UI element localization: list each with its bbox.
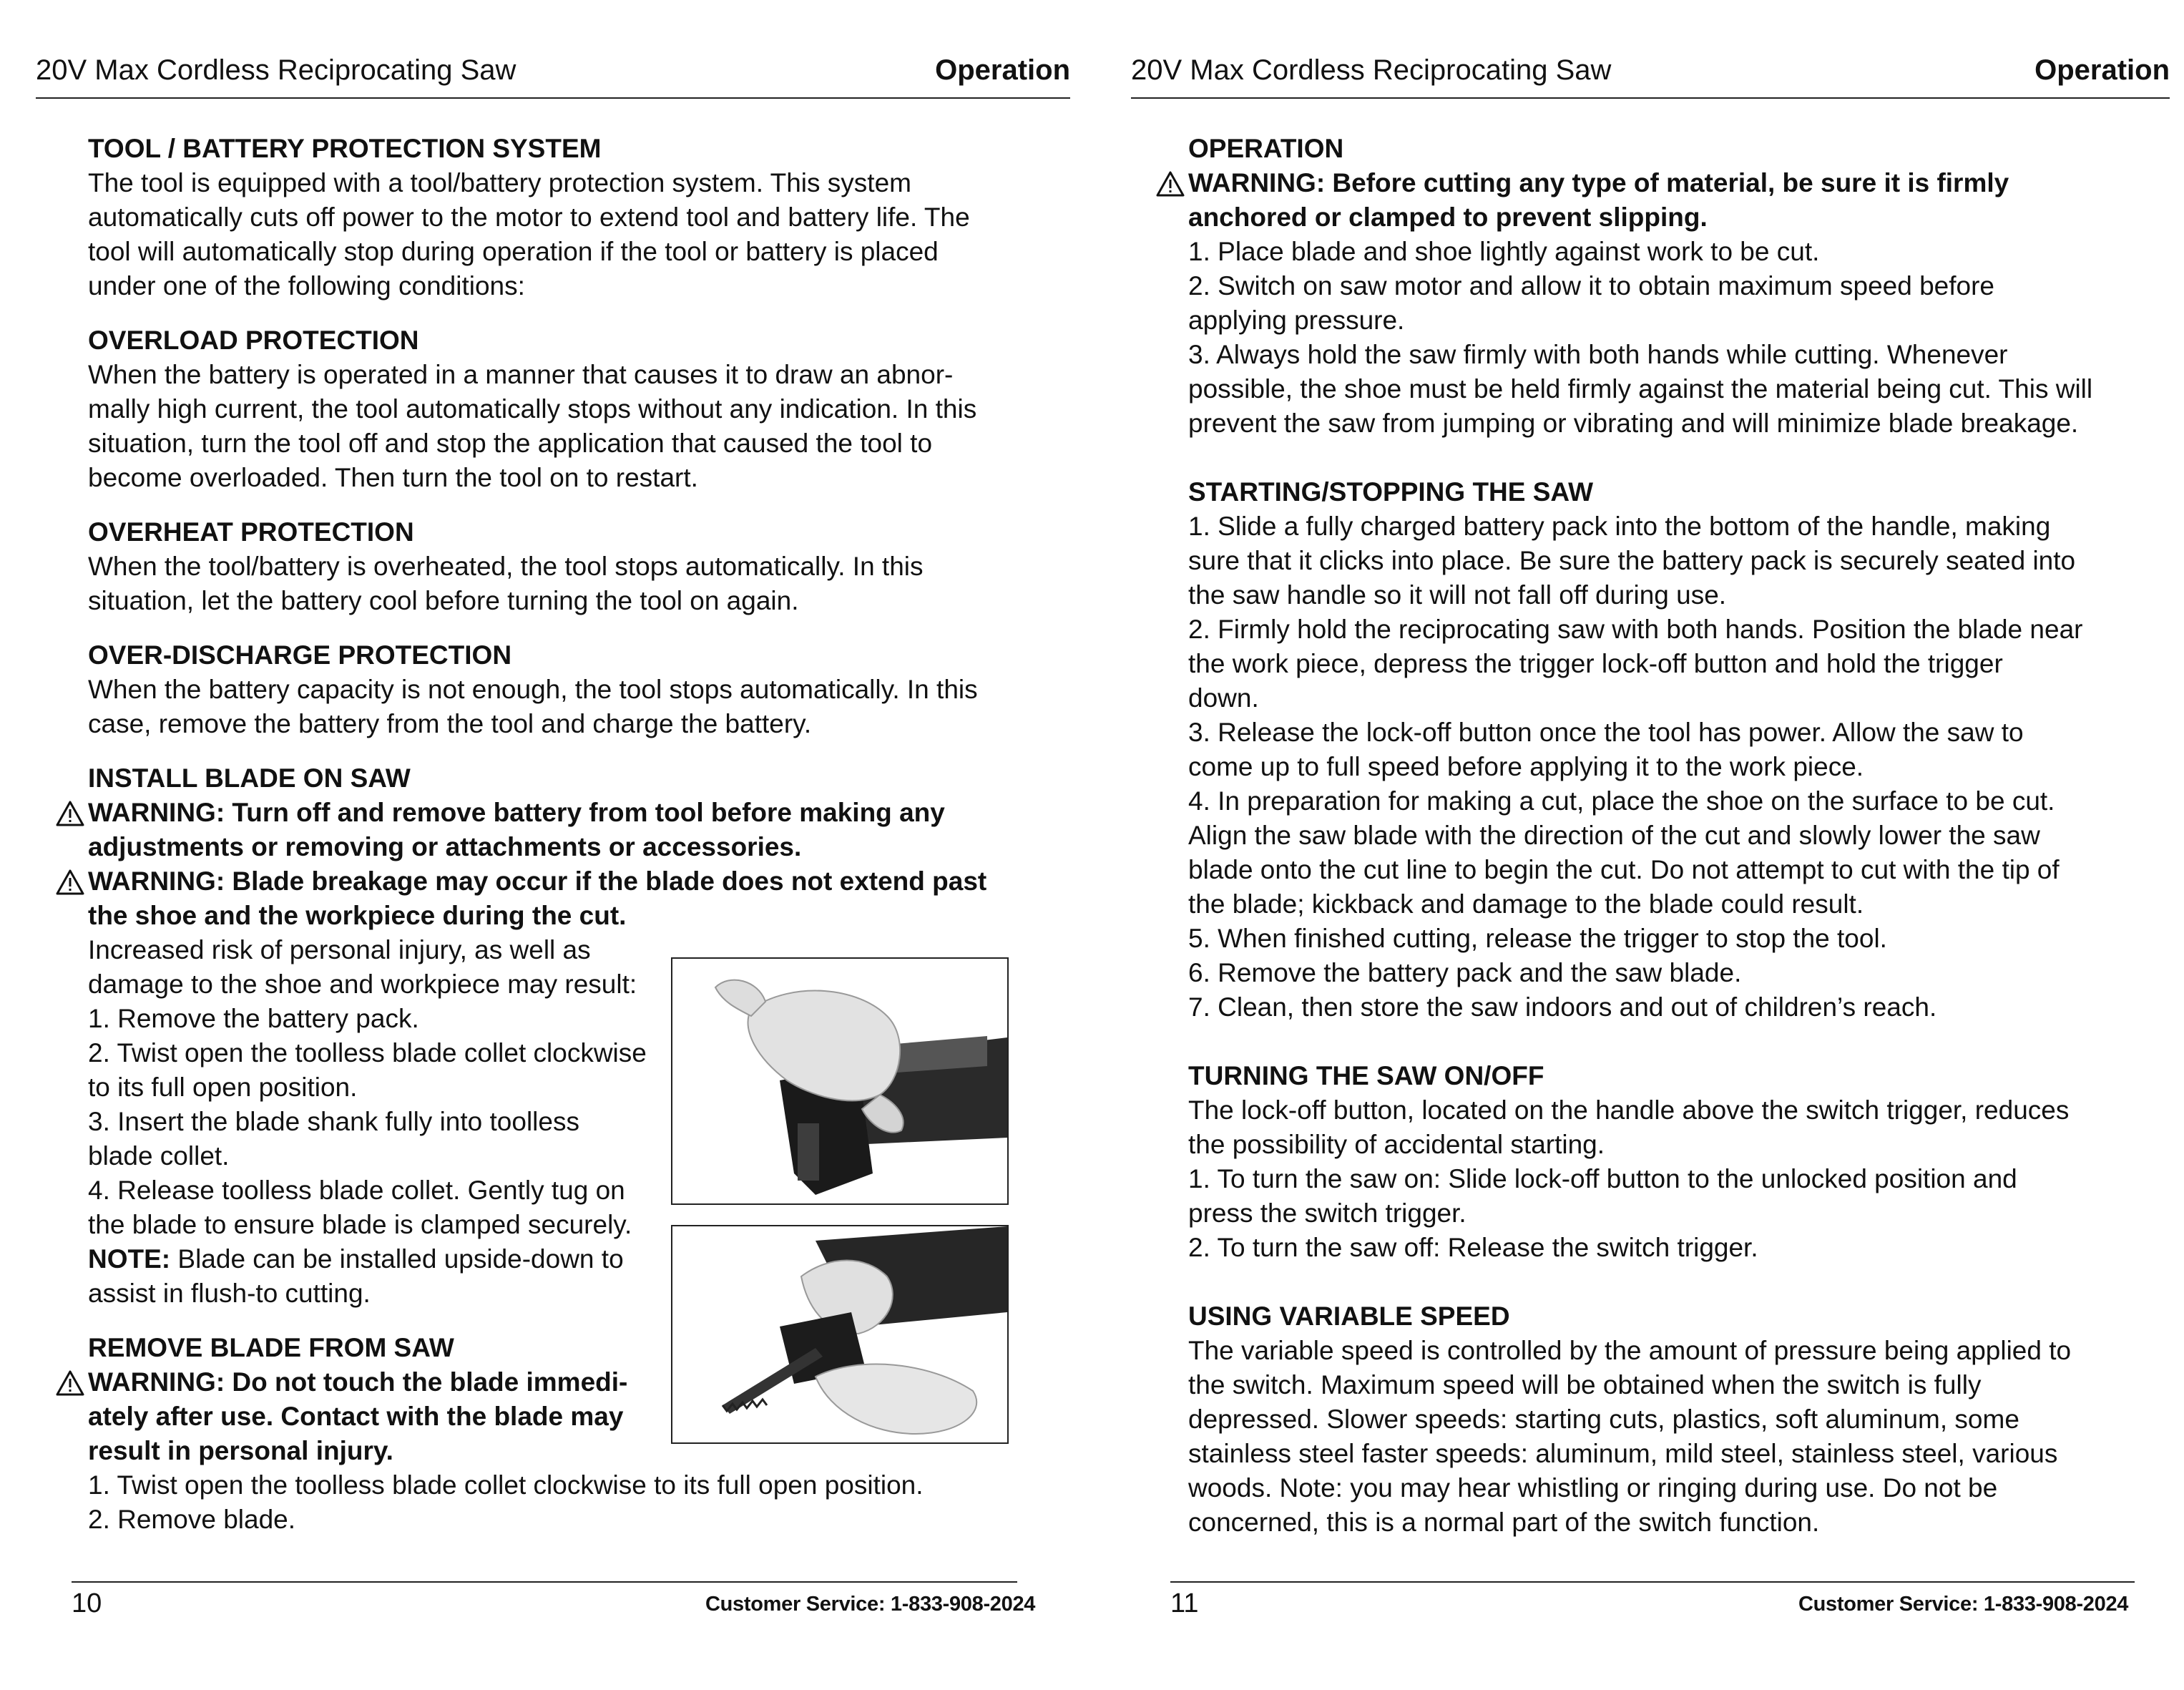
text-line: 1. To turn the saw on: Slide lock-off button to the unlocked position and bbox=[1188, 1164, 2017, 1193]
right-content bbox=[1188, 132, 2140, 1540]
text-line: 5. When finished cutting, release the trigger to stop the tool. bbox=[1188, 924, 1887, 953]
text-line: mally high current, the tool automatically stops without any indication. In this bbox=[88, 394, 977, 424]
text-line: 4. Release toolless blade collet. Gently tug on bbox=[88, 1176, 625, 1205]
warning-line: the shoe and the workpiece during the cut. bbox=[88, 901, 627, 930]
text-line: woods. Note: you may hear whistling or ringing during use. Do not be bbox=[1188, 1473, 1998, 1503]
warning-line: WARNING: Blade breakage may occur if the blade does not extend past bbox=[88, 866, 987, 896]
footer-divider bbox=[1170, 1581, 2135, 1583]
text-line: stainless steel faster speeds: aluminum, mild steel, stainless steel, various bbox=[1188, 1439, 2058, 1468]
saw-collet-illustration bbox=[672, 959, 1007, 1203]
figure-open-collet bbox=[671, 957, 1009, 1205]
warning-install-2 bbox=[88, 864, 1032, 933]
heading-operation: OPERATION bbox=[1188, 134, 1344, 163]
text-line: 1. Place blade and shoe lightly against work to be cut. bbox=[1188, 237, 1820, 266]
warning-line: WARNING: Before cutting any type of material, be sure it is firmly bbox=[1188, 168, 2009, 197]
text-line: 2. Firmly hold the reciprocating saw with both hands. Position the blade near bbox=[1188, 615, 2083, 644]
text-line: press the switch trigger. bbox=[1188, 1198, 1466, 1228]
text-line: The variable speed is controlled by the amount of pressure being applied to bbox=[1188, 1336, 2072, 1365]
text-line: situation, let the battery cool before turning the tool on again. bbox=[88, 586, 799, 615]
header-divider bbox=[1131, 97, 2170, 99]
heading-overload: OVERLOAD PROTECTION bbox=[88, 326, 419, 355]
heading-install-blade: INSTALL BLADE ON SAW bbox=[88, 763, 411, 793]
text-line: the blade to ensure blade is clamped securely. bbox=[88, 1210, 632, 1239]
text-line: the blade; kickback and damage to the blade could result. bbox=[1188, 889, 1864, 919]
text-line: 3. Release the lock-off button once the tool has power. Allow the saw to bbox=[1188, 718, 2024, 747]
text-line: 2. Switch on saw motor and allow it to obtain maximum speed before bbox=[1188, 271, 1995, 301]
header-section: Operation bbox=[935, 54, 1070, 86]
text-line: tool will automatically stop during operation if the tool or battery is placed bbox=[88, 237, 939, 266]
text-line: 7. Clean, then store the saw indoors and out of children’s reach. bbox=[1188, 992, 1937, 1022]
customer-service: Customer Service: 1-833-908-2024 bbox=[1798, 1593, 2129, 1616]
right-page bbox=[1092, 0, 2184, 1690]
heading-overheat: OVERHEAT PROTECTION bbox=[88, 517, 414, 547]
text-line: damage to the shoe and workpiece may result: bbox=[88, 969, 637, 999]
text-line: 1. Remove the battery pack. bbox=[88, 1004, 419, 1033]
text-line: 2. To turn the saw off: Release the switch trigger. bbox=[1188, 1233, 1758, 1262]
text-line: Align the saw blade with the direction of the cut and slowly lower the saw bbox=[1188, 821, 2040, 850]
text-line: become overloaded. Then turn the tool on to restart. bbox=[88, 463, 698, 492]
text-line: Increased risk of personal injury, as well as bbox=[88, 935, 591, 964]
text-line: case, remove the battery from the tool and charge the battery. bbox=[88, 709, 812, 738]
text-line: the saw handle so it will not fall off during use. bbox=[1188, 580, 1727, 610]
text-line: blade onto the cut line to begin the cut. Do not attempt to cut with the tip of bbox=[1188, 855, 2060, 884]
text-line: blade collet. bbox=[88, 1141, 230, 1171]
warning-triangle-icon bbox=[56, 869, 84, 895]
warning-line: WARNING: Do not touch the blade immedi- bbox=[88, 1367, 628, 1397]
heading-protection-system: TOOL / BATTERY PROTECTION SYSTEM bbox=[88, 134, 602, 163]
text-line: The tool is equipped with a tool/battery protection system. This system bbox=[88, 168, 911, 197]
text-line: to its full open position. bbox=[88, 1073, 358, 1102]
warning-line: ately after use. Contact with the blade may bbox=[88, 1402, 624, 1431]
text-line: the switch. Maximum speed will be obtained when the switch is fully bbox=[1188, 1370, 1982, 1400]
heading-variable-speed: USING VARIABLE SPEED bbox=[1188, 1301, 1510, 1331]
note-line: assist in flush-to cutting. bbox=[88, 1279, 371, 1308]
customer-service: Customer Service: 1-833-908-2024 bbox=[705, 1593, 1036, 1616]
page-number: 10 bbox=[72, 1588, 102, 1618]
text-line: concerned, this is a normal part of the switch function. bbox=[1188, 1508, 1820, 1537]
text-line: 3. Always hold the saw firmly with both hands while cutting. Whenever bbox=[1188, 340, 2008, 369]
header-title: 20V Max Cordless Reciprocating Saw bbox=[1131, 54, 1612, 86]
warning-line: result in personal injury. bbox=[88, 1436, 393, 1465]
header-title: 20V Max Cordless Reciprocating Saw bbox=[36, 54, 516, 86]
text-line: When the tool/battery is overheated, the tool stops automatically. In this bbox=[88, 552, 924, 581]
header-divider bbox=[36, 97, 1070, 99]
note-text: Blade can be installed upside-down to bbox=[170, 1244, 624, 1274]
warning-triangle-icon bbox=[56, 801, 84, 826]
text-line: sure that it clicks into place. Be sure the battery pack is securely seated into bbox=[1188, 546, 2076, 575]
warning-triangle-icon bbox=[56, 1370, 84, 1396]
heading-remove-blade: REMOVE BLADE FROM SAW bbox=[88, 1333, 454, 1362]
text-line: 4. In preparation for making a cut, place the shoe on the surface to be cut. bbox=[1188, 786, 2055, 816]
text-line: 2. Twist open the toolless blade collet clockwise bbox=[88, 1038, 647, 1068]
heading-starting-stopping: STARTING/STOPPING THE SAW bbox=[1188, 477, 1594, 507]
text-line: 3. Insert the blade shank fully into toolless bbox=[88, 1107, 579, 1136]
text-line: possible, the shoe must be held firmly against the material being cut. This will bbox=[1188, 374, 2093, 404]
text-line: 1. Slide a fully charged battery pack into the bottom of the handle, making bbox=[1188, 512, 2051, 541]
text-line: under one of the following conditions: bbox=[88, 271, 525, 301]
warning-install-1 bbox=[88, 796, 1032, 864]
warning-operation bbox=[1188, 166, 2140, 235]
header-section: Operation bbox=[2034, 54, 2170, 86]
text-line: The lock-off button, located on the handle above the switch trigger, reduces bbox=[1188, 1095, 2070, 1125]
warning-line: adjustments or removing or attachments or accessories. bbox=[88, 832, 802, 861]
text-line: When the battery is operated in a manner that causes it to draw an abnor- bbox=[88, 360, 954, 389]
text-line: 6. Remove the battery pack and the saw blade. bbox=[1188, 958, 1742, 987]
text-line: situation, turn the tool off and stop the application that caused the tool to bbox=[88, 429, 933, 458]
warning-line: WARNING: Turn off and remove battery from tool before making any bbox=[88, 798, 945, 827]
note-label: NOTE: bbox=[88, 1244, 171, 1274]
figure-insert-blade bbox=[671, 1225, 1009, 1444]
text-line: 1. Twist open the toolless blade collet clockwise to its full open position. bbox=[88, 1470, 924, 1500]
saw-blade-insert-illustration bbox=[672, 1226, 1007, 1442]
text-line: applying pressure. bbox=[1188, 306, 1405, 335]
heading-overdischarge: OVER-DISCHARGE PROTECTION bbox=[88, 640, 512, 670]
text-line: depressed. Slower speeds: starting cuts, plastics, soft aluminum, some bbox=[1188, 1405, 2019, 1434]
heading-turning-on-off: TURNING THE SAW ON/OFF bbox=[1188, 1061, 1544, 1090]
page-number: 11 bbox=[1170, 1588, 1199, 1618]
text-line: down. bbox=[1188, 683, 1259, 713]
text-line: 2. Remove blade. bbox=[88, 1505, 296, 1534]
footer-divider bbox=[72, 1581, 1017, 1583]
text-line: When the battery capacity is not enough, the tool stops automatically. In this bbox=[88, 675, 978, 704]
text-line: prevent the saw from jumping or vibrating and will minimize blade breakage. bbox=[1188, 409, 2079, 438]
text-line: automatically cuts off power to the motor to extend tool and battery life. The bbox=[88, 202, 970, 232]
text-line: come up to full speed before applying it to the work piece. bbox=[1188, 752, 1864, 781]
text-line: the possibility of accidental starting. bbox=[1188, 1130, 1605, 1159]
text-line: the work piece, depress the trigger lock-off button and hold the trigger bbox=[1188, 649, 2003, 678]
warning-triangle-icon bbox=[1156, 171, 1185, 197]
warning-line: anchored or clamped to prevent slipping. bbox=[1188, 202, 1708, 232]
